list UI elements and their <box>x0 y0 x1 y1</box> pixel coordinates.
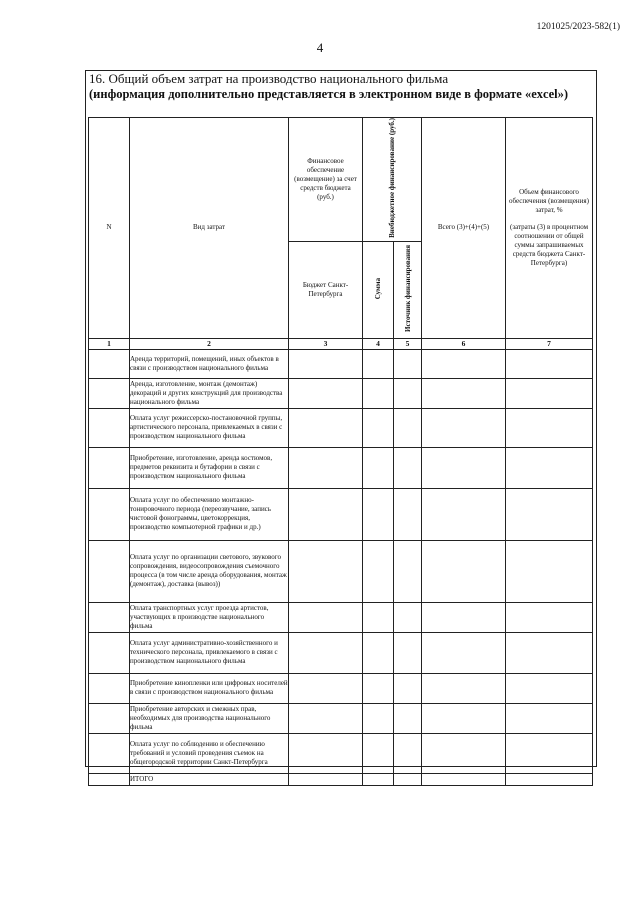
header-budget-financing: Финансовое обеспечение (возмещение) за счет средств бюджета (руб.) <box>289 118 363 242</box>
total-row: ИТОГО <box>89 773 593 785</box>
header-sum: Сумма <box>363 241 394 338</box>
header-extra-budget: Внебюджетное финансирование (руб.) <box>363 118 422 242</box>
cost-table <box>88 117 593 786</box>
table-row: Приобретение, изготовление, аренда костюмов, предметов реквизита и бутафории в связи с производством национального фильма <box>89 447 593 488</box>
header-n: N <box>89 118 130 339</box>
table-row: Оплата услуг административно-хозяйственного и технического персонала, привлекаемого в связи с производством национального фильма <box>89 632 593 673</box>
table-row: Оплата услуг режиссерско-постановочной группы, артистического персонала, привлекаемых в связи с производством национального фильма <box>89 408 593 447</box>
table-row: Аренда территорий, помещений, иных объектов в связи с производством национального фильма <box>89 349 593 378</box>
page-number: 4 <box>316 40 324 55</box>
table-row: Оплата услуг по соблюдению и обеспечению требований и условий проведения съемок на общегородской территории Санкт-Петербурга <box>89 733 593 773</box>
table-row: Оплата услуг по обеспечению монтажно-тонировочного периода (переозвучание, запись чистовой фонограммы, цветокоррекция, производство компьютерной графики и др.) <box>89 488 593 540</box>
section-note: (информация дополнительно представляется в электронном виде в формате «excel») <box>89 87 569 101</box>
table-row: Аренда, изготовление, монтаж (демонтаж) декораций и других конструкций для производства национального фильма <box>89 378 593 408</box>
header-source: Источник финансирования <box>394 241 422 338</box>
header-share: Объем финансового обеспечения (возмещения) затрат, % (затраты (3) в процентном соотношении от общей суммы запрашиваемых средств бюджета Санкт-Петербурга) <box>506 118 593 339</box>
header-cost-type: Вид затрат <box>130 118 289 339</box>
table-row: Оплата услуг по организации светового, звукового сопровождения, видеосопровождения съемочного процесса (в том числе аренда оборудования, монтаж (демонтаж), доставка (вывоз)) <box>89 540 593 602</box>
table-row: Приобретение кинопленки или цифровых носителей в связи с производством национального фильма <box>89 673 593 703</box>
table-row: Оплата транспортных услуг проезда артистов, участвующих в производстве национального фильма <box>89 602 593 632</box>
section-title: 16. Общий объем затрат на производство национального фильма <box>89 71 449 86</box>
column-number-row: 1 2 3 4 5 6 7 <box>89 338 593 349</box>
document-number: 1201025/2023-582(1) <box>536 22 620 32</box>
header-total: Всего (3)+(4)+(5) <box>422 118 506 339</box>
table-row: Приобретение авторских и смежных прав, необходимых для производства национального фильма <box>89 703 593 733</box>
header-budget-spb: Бюджет Санкт-Петербурга <box>289 241 363 338</box>
